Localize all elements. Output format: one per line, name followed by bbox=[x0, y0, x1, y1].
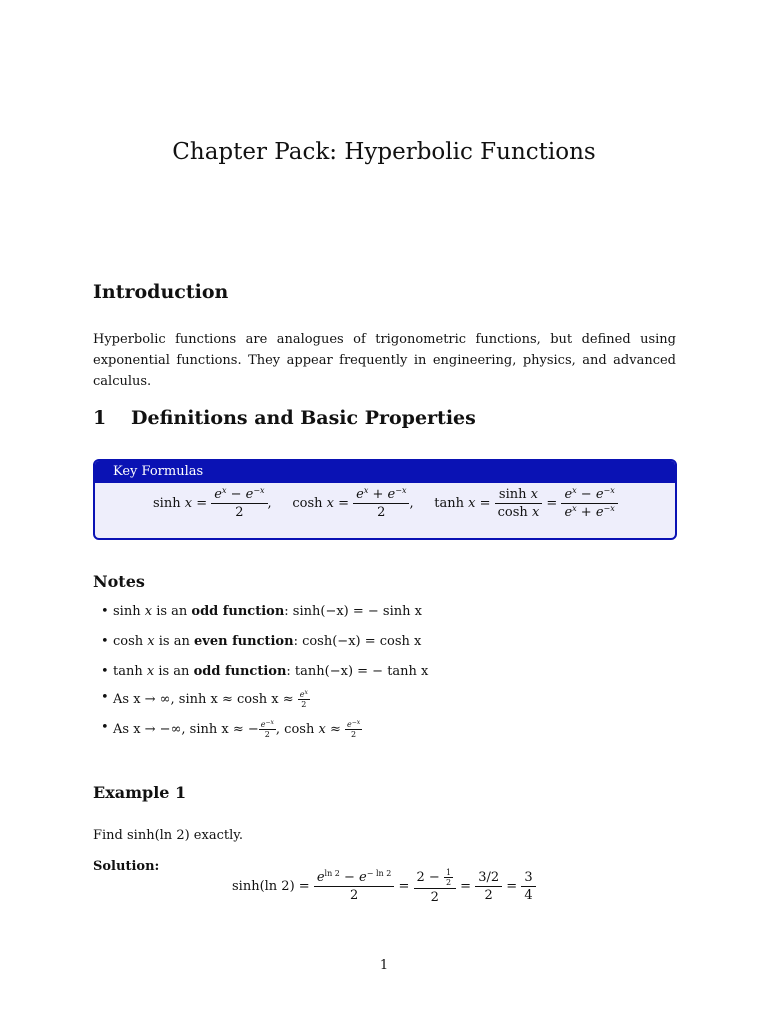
list-item: • sinh x is an odd function: sinh(−x) = − sinh x bbox=[113, 604, 422, 619]
notes-heading: Notes bbox=[93, 572, 145, 591]
list-item: • cosh x is an even function: cosh(−x) = cosh x bbox=[113, 634, 421, 649]
intro-heading: Introduction bbox=[93, 281, 229, 303]
page-number: 1 bbox=[379, 958, 389, 973]
cosh-fraction: $\frac{e^x + e^{-x}}{2}$ bbox=[353, 487, 409, 520]
solution-frac-4: $\frac{3}{4}$ bbox=[521, 870, 535, 903]
solution-label: Solution: bbox=[93, 859, 160, 874]
key-formulas-box bbox=[93, 459, 677, 540]
solution-lhs: sinh(ln 2) = bbox=[232, 879, 310, 894]
solution-frac-1: $\frac{e^{ln 2} - e^{- ln 2}}{2}$ bbox=[314, 870, 395, 903]
section-title: Definitions and Basic Properties bbox=[131, 407, 476, 429]
key-formulas-title: Key Formulas bbox=[95, 461, 675, 483]
page-title: Chapter Pack: Hyperbolic Functions bbox=[172, 139, 596, 165]
section-number: 1 bbox=[93, 407, 107, 429]
tanh-lhs: tanh x = bbox=[434, 496, 495, 511]
key-formulas-body bbox=[95, 483, 675, 538]
list-item: • As x → −∞, sinh x ≈ − $\frac{e^{-x}}{2}$ , cosh x ≈ $\frac{e^{-x}}{2}$ bbox=[113, 720, 362, 739]
formula-row: sinh x = $\frac{e^x - e^{-x}}{2}$ , cosh x = $\frac{e^x + e^{-x}}{2}$ , tanh x = $\frac{\text{sinh x}}{\text{cosh x}}$ = $\frac{e^x - e^{-x}}{e^x + e^{-x}}$ bbox=[153, 487, 618, 520]
solution-frac-2: 2 − $\frac{1}{2}$ 2 bbox=[414, 868, 457, 905]
intro-paragraph: Hyperbolic functions are analogues of trigonometric functions, but defined using exponential functions. They appear frequently in engineering, physics, and advanced calculus. bbox=[93, 332, 676, 389]
small-fraction: $\frac{e^x}{2}$ bbox=[299, 689, 308, 709]
section-1-heading bbox=[93, 407, 476, 429]
tanh-ratio-fraction: $\frac{\text{sinh x}}{\text{cosh x}}$ bbox=[495, 487, 543, 520]
solution-equation: sinh(ln 2) = $\frac{e^{ln 2} - e^{- ln 2}}{2}$ = 2 − $\frac{1}{2}$ 2 = $\frac{3/2}{2}$ = $\frac{3}{4}$ bbox=[232, 868, 536, 905]
solution-frac-3: $\frac{3/2}{2}$ bbox=[475, 870, 502, 903]
sinh-fraction: $\frac{e^x - e^{-x}}{2}$ bbox=[211, 487, 267, 520]
small-fraction: $\frac{e^{-x}}{2}$ bbox=[260, 719, 274, 739]
sinh-lhs: sinh x = bbox=[153, 496, 212, 511]
list-item: • tanh x is an odd function: tanh(−x) = − tanh x bbox=[113, 664, 428, 679]
small-fraction: $\frac{e^{-x}}{2}$ bbox=[347, 719, 361, 739]
list-item: • As x → ∞, sinh x ≈ cosh x ≈ $\frac{e^x}{2}$ bbox=[113, 690, 310, 709]
example-1-prompt: Find sinh(ln 2) exactly. bbox=[93, 828, 243, 843]
example-1-heading: Example 1 bbox=[93, 783, 187, 802]
tanh-exp-fraction: $\frac{e^x - e^{-x}}{e^x + e^{-x}}$ bbox=[561, 487, 617, 520]
cosh-lhs: cosh x = bbox=[292, 496, 354, 511]
